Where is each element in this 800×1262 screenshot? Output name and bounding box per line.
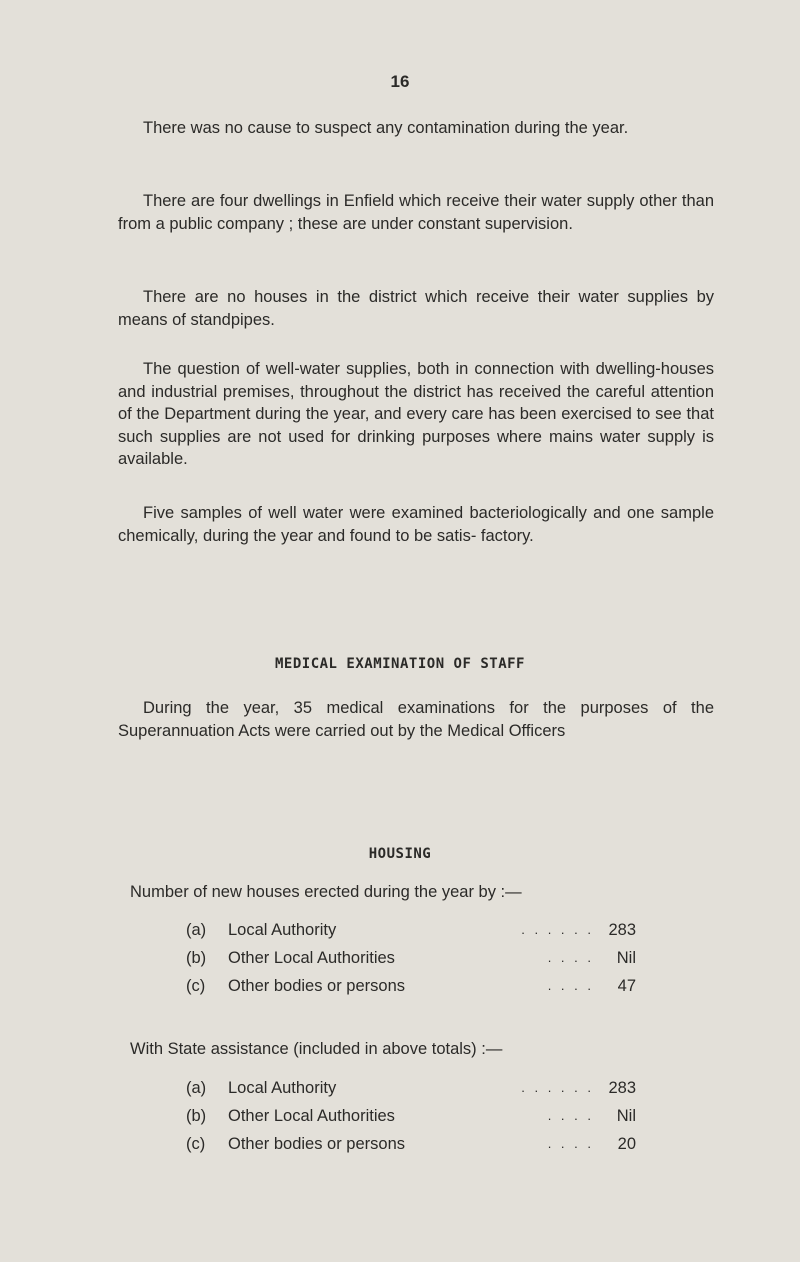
paragraph-text: There are four dwellings in Enfield which receive their water supply other than from a public company ; these are under constant supervision. [118, 192, 714, 233]
paragraph-text: There are no houses in the district which receive their water supplies by means of standpipes. [118, 288, 714, 329]
list-label: Other Local Authorities [228, 1107, 395, 1125]
medical-heading: MEDICAL EXAMINATION OF STAFF [274, 656, 525, 672]
list-value: 283 [608, 921, 636, 939]
housing-heading: HOUSING [368, 846, 432, 862]
paragraph-contamination [118, 117, 714, 140]
paragraph-medical [118, 697, 714, 742]
list-marker: (a) [186, 1079, 207, 1097]
list-item [186, 1102, 636, 1130]
housing-intro-built: Number of new houses erected during the year by :— [130, 883, 522, 901]
list-value: Nil [616, 1107, 636, 1125]
page-number: 16 [390, 72, 410, 91]
dot-leader: . . . . [547, 1136, 594, 1151]
housing-intro-state: With State assistance (included in above totals) :— [130, 1040, 503, 1058]
list-label: Other Local Authorities [228, 949, 395, 967]
houses-built-list [186, 916, 636, 1000]
paragraph-text: During the year, 35 medical examinations for the purposes of the Superannuation Acts were carried out by the Medical Officers [118, 699, 714, 740]
paragraph-text: The question of well-water supplies, both in connection with dwelling-houses and industrial premises, throughout the district has received the careful attention of the Department during the year, and every care has been exercised to see that such supplies are not used for drinking purposes where mains water supply is available. [118, 360, 714, 468]
list-item [186, 1130, 636, 1158]
paragraph-text: Five samples of well water were examined bacteriologically and one sample chemically, during the year and found to be satis- factory. [118, 504, 714, 545]
state-assistance-list [186, 1074, 636, 1158]
paragraph-samples [118, 502, 714, 547]
list-value: Nil [616, 949, 636, 967]
dot-leader: . . . . . . [521, 1080, 594, 1095]
list-marker: (b) [186, 1107, 207, 1125]
list-item [186, 944, 636, 972]
list-label: Other bodies or persons [228, 1135, 406, 1153]
list-marker: (c) [186, 977, 206, 995]
dot-leader: . . . . [547, 950, 594, 965]
paragraph-dwellings [118, 190, 714, 235]
list-value: 283 [608, 1079, 636, 1097]
list-item [186, 1074, 636, 1102]
list-item [186, 972, 636, 1000]
paragraph-text: There was no cause to suspect any contamination during the year. [143, 119, 629, 137]
list-label: Local Authority [228, 1079, 337, 1097]
dot-leader: . . . . . . [521, 922, 594, 937]
dot-leader: . . . . [547, 978, 594, 993]
list-value: 47 [617, 977, 636, 995]
list-label: Other bodies or persons [228, 977, 406, 995]
list-marker: (c) [186, 1135, 206, 1153]
paragraph-well-water [118, 358, 714, 471]
dot-leader: . . . . [547, 1108, 594, 1123]
list-label: Local Authority [228, 921, 337, 939]
paragraph-standpipes [118, 286, 714, 331]
list-marker: (a) [186, 921, 207, 939]
list-item [186, 916, 636, 944]
list-marker: (b) [186, 949, 207, 967]
list-value: 20 [617, 1135, 636, 1153]
